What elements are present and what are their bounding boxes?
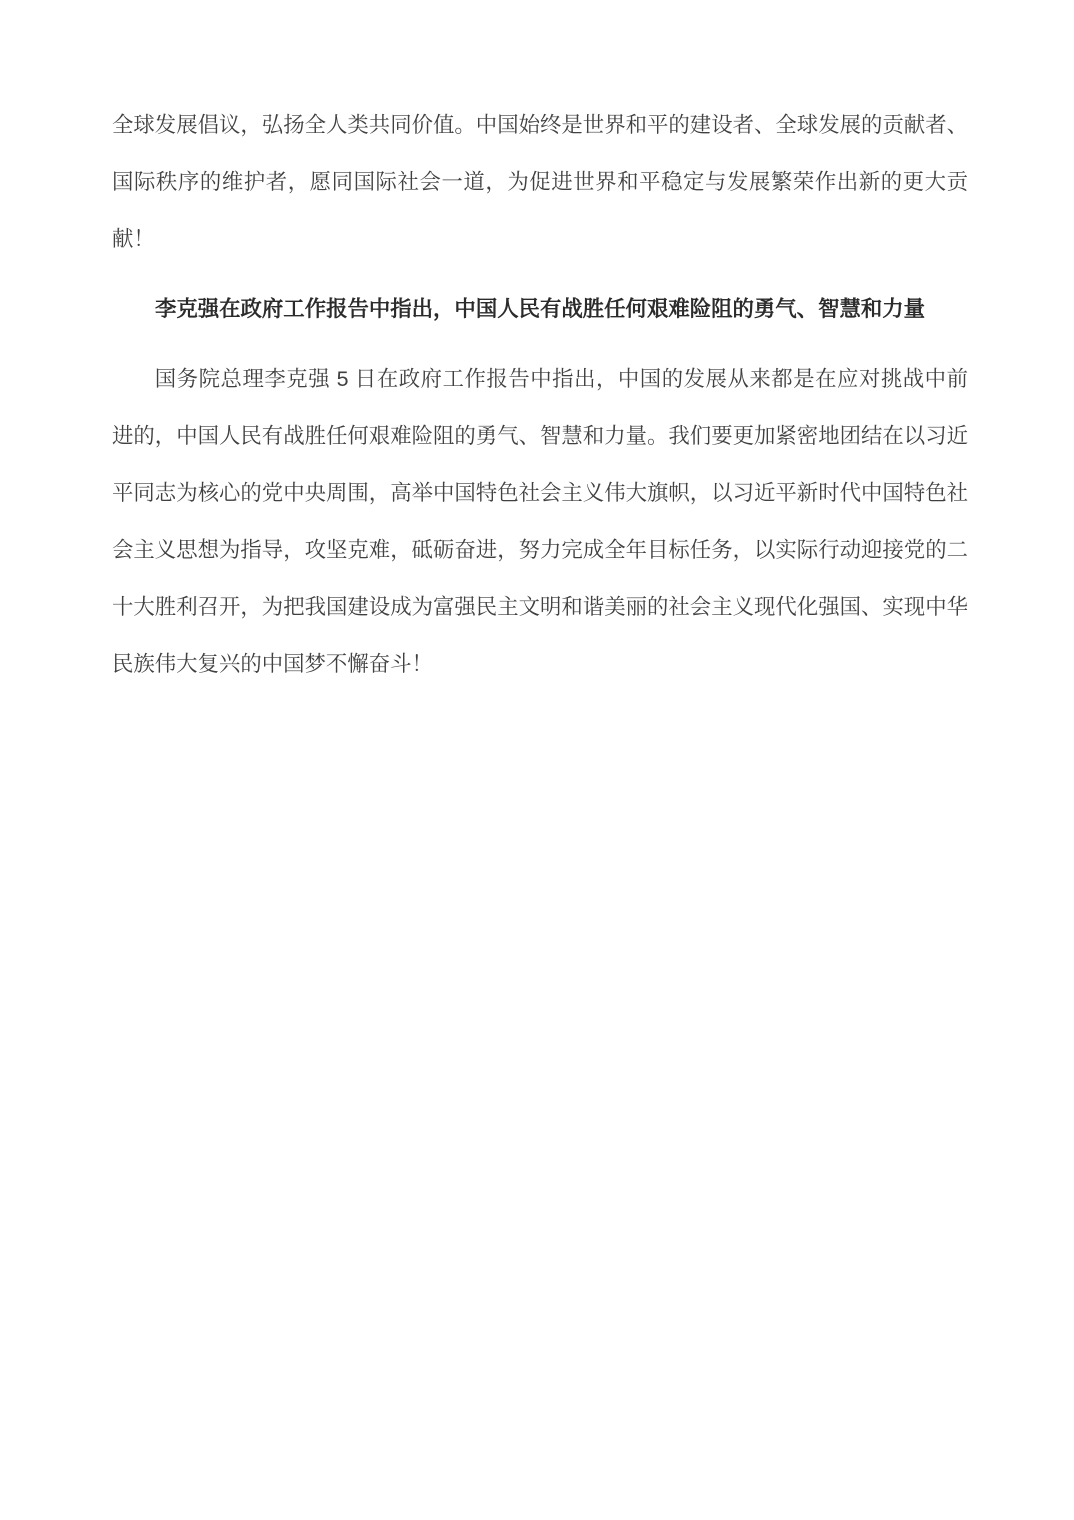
paragraph-body: 国务院总理李克强 5 日在政府工作报告中指出，中国的发展从来都是在应对挑战中前进的，中国人民有战胜任何艰难险阻的勇气、智慧和力量。我们要更加紧密地团结在以习近平同志为核心的党中央周围，高举中国特色社会主义伟大旗帜，以习近平新时代中国特色社会主义思想为指导，攻坚克难，砥砺奋进，努力完成全年目标任务，以实际行动迎接党的二十大胜利召开，为把我国建设成为富强民主文明和谐美丽的社会主义现代化强国、实现中华民族伟大复兴的中国梦不懈奋斗！ (112, 367, 968, 676)
section-heading: 李克强在政府工作报告中指出，中国人民有战胜任何艰难险阻的勇气、智慧和力量 (154, 297, 926, 321)
paragraph-continuation: 全球发展倡议，弘扬全人类共同价值。中国始终是世界和平的建设者、全球发展的贡献者、国际秩序的维护者，愿同国际社会一道，为促进世界和平稳定与发展繁荣作出新的更大贡献！ (112, 113, 968, 251)
